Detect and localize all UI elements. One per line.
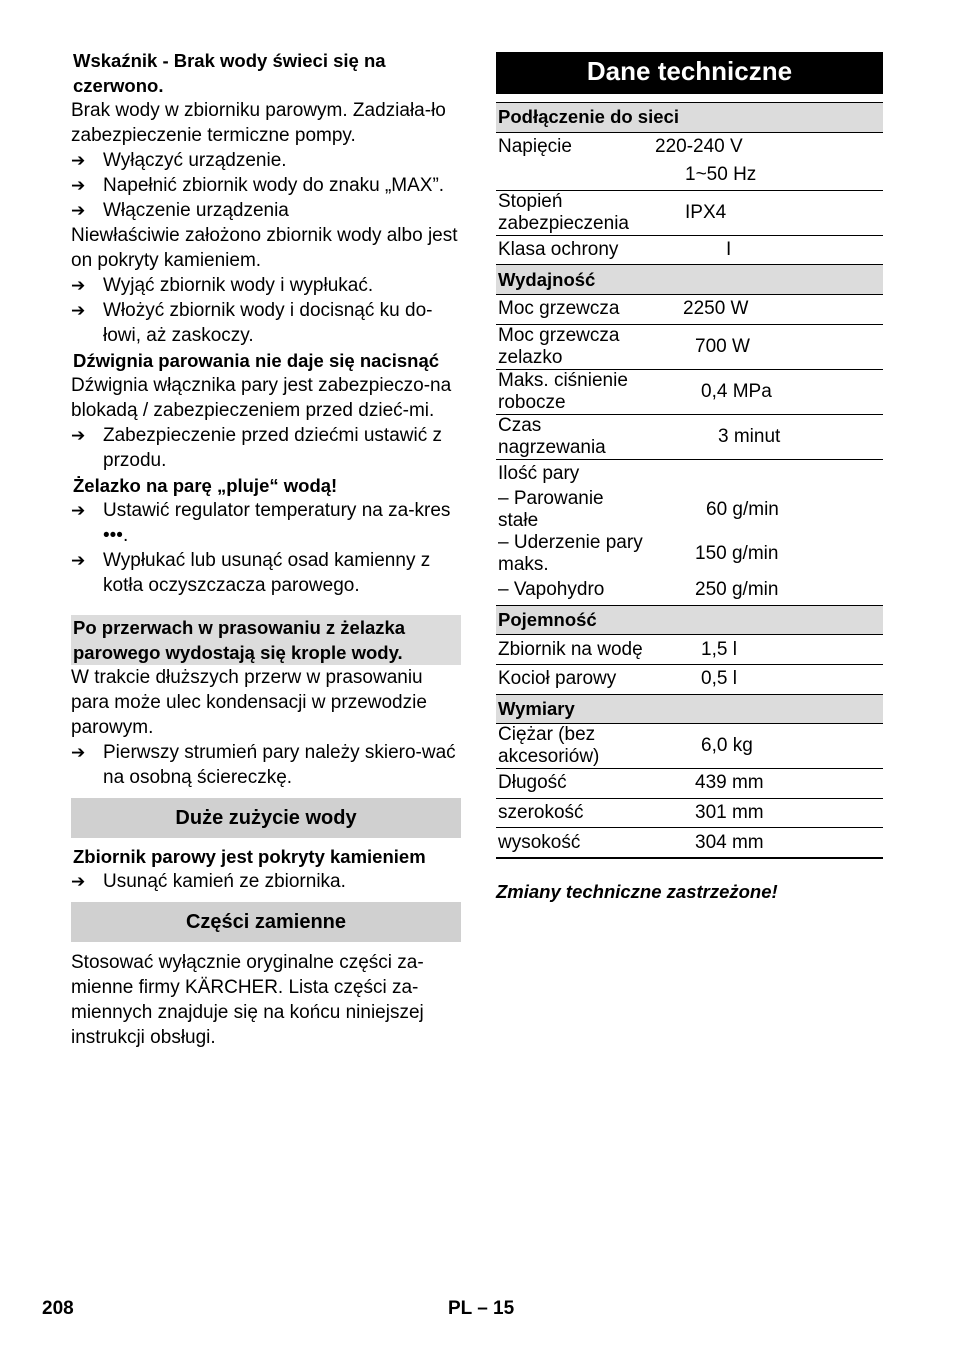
heading-water-indicator: Wskaźnik - Brak wody świeci się na czerwono. [73,50,386,96]
arrow-right-icon: ➔ [71,872,86,891]
spec-row: Klasa ochrony I [496,235,883,265]
arrow-right-icon: ➔ [71,551,86,570]
arrow-right-icon: ➔ [71,176,86,195]
spec-row: – Parowanie stałe 60 g/min [498,488,779,532]
bullet-item: ➔ Napełnić zbiornik wody do znaku „MAX”. [71,175,445,196]
arrow-right-icon: ➔ [71,201,86,220]
heading-steam-lever: Dźwignia parowania nie daje się nacisnąć [73,350,440,371]
section-bar-water-usage: Duże zużycie wody [71,798,461,838]
spec-row: Maks. ciśnienie robocze 0,4 MPa [496,369,883,414]
spec-row: Długość 439 mm [496,769,883,799]
paragraph: W trakcie dłuższych przerw w prasowaniu para może ulec kondensacji w przewodzie parowym. [71,667,427,738]
spec-row: – Uderzenie pary maks. 150 g/min [498,532,779,576]
bullet-item: ➔ Włożyć zbiornik wody i docisnąć ku do-łowi, aż zaskoczy. [71,300,433,346]
spec-row: Ciężar (bez akcesoriów) 6,0 kg [496,724,883,769]
bullet-item: ➔ Zabezpieczenie przed dziećmi ustawić z przodu. [71,425,442,471]
spec-row: Stopień zabezpieczenia IPX4 [496,190,883,235]
spec-row: Napięcie 220-240 V [498,135,743,157]
technical-data-title: Dane techniczne [496,52,883,94]
spec-group-row: Pojemność [496,605,883,635]
spec-group-row: Podłączenie do sieci [496,103,883,133]
spec-group-row: Wymiary [496,694,883,724]
bullet-item: ➔ Usunąć kamień ze zbiornika. [71,871,346,892]
spec-row: Moc grzewcza zelazko 700 W [496,324,883,369]
section-bar-spare-parts: Części zamienne [71,902,461,942]
bullet-item: ➔ Wyjąć zbiornik wody i wypłukać. [71,275,374,296]
paragraph: Niewłaściwie założono zbiornik wody albo jest on pokryty kamieniem. [71,225,458,271]
spec-group-row: Wydajność [496,265,883,295]
paragraph: Dźwignia włącznika pary jest zabezpieczo-na blokadą / zabezpieczeniem przed dzieć-mi. [71,375,452,421]
page-label: PL – 15 [448,1298,515,1319]
arrow-right-icon: ➔ [71,743,86,762]
spec-row: 1~50 Hz [496,161,883,190]
heading-iron-spits: Żelazko na parę „pluje“ wodą! [73,475,338,496]
arrow-right-icon: ➔ [71,301,86,320]
heading-ironing-breaks: Po przerwach w prasowaniu z żelazka parowego wydostają się krople wody. [71,615,461,665]
arrow-right-icon: ➔ [71,151,86,170]
bullet-item: ➔ Włączenie urządzenia [71,200,289,221]
right-column [496,52,883,903]
heading-limescale: Zbiornik parowy jest pokryty kamieniem [73,846,426,867]
technical-changes-note: Zmiany techniczne zastrzeżone! [496,880,778,902]
arrow-right-icon: ➔ [71,276,86,295]
spec-table [496,102,883,859]
spec-row: Czas nagrzewania 3 minut [496,414,883,459]
arrow-right-icon: ➔ [71,426,86,445]
bullet-item: ➔ Ustawić regulator temperatury na za-kres •••. [71,500,451,546]
bullet-item: ➔ Pierwszy strumień pary należy skiero-wać na osobną ściereczkę. [71,742,456,788]
spec-row: Ilość pary [498,462,580,484]
spec-row: Kocioł parowy 0,5 l [496,664,883,694]
left-column [71,48,461,1050]
spec-row: szerokość 301 mm [496,798,883,828]
spec-row: Moc grzewcza 2250 W [496,294,883,324]
arrow-right-icon: ➔ [71,501,86,520]
spec-row: Zbiornik na wodę 1,5 l [496,635,883,665]
bullet-item: ➔ Wypłukać lub usunąć osad kamienny z kotła oczyszczacza parowego. [71,550,431,596]
paragraph: Brak wody w zbiorniku parowym. Zadziała-ło zabezpieczenie termiczne pompy. [71,100,446,146]
page-number: 208 [42,1298,74,1319]
spec-row: – Vapohydro 250 g/min [496,576,883,605]
spec-row: wysokość 304 mm [496,828,883,858]
paragraph: Stosować wyłącznie oryginalne części za-mienne firmy KÄRCHER. Lista części za-miennych znajduje się na końcu niniejszej instrukcji obsługi. [71,952,424,1048]
bullet-item: ➔ Wyłączyć urządzenie. [71,150,287,171]
